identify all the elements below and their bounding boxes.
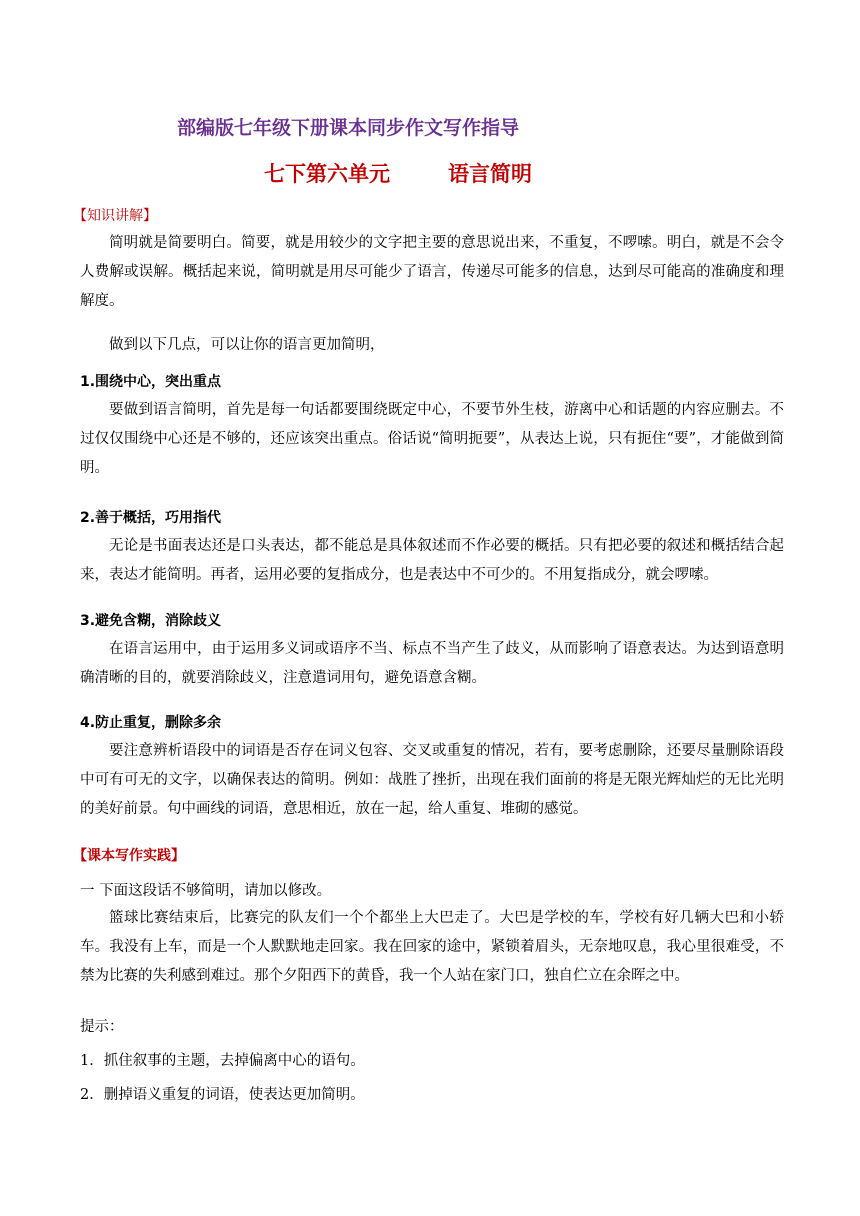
point-heading-3: 3.避免含糊，消除歧义 <box>80 613 222 629</box>
knowledge-intro: 简明就是简要明白。简要，就是用较少的文字把主要的意思说出来，不重复，不啰嗦。明白，就是不会令人费解或误解。概括起来说，简明就是用尽可能少了语言，传递尽可能多的信息，达到尽可能高的准确度和理解度。 <box>80 235 784 309</box>
point-heading-4: 4.防止重复，删除多余 <box>80 715 222 731</box>
point-text-4: 要注意辨析语段中的词语是否存在词义包容、交叉或重复的情况，若有，要考虑删除，还要尽量删除语段中可有可无的文字，以确保表达的简明。例如：战胜了挫折，出现在我们面前的将是无限光辉灿烂的无比光明的美好前景。句中画线的词语，意思相近，放在一起，给人重复、堆砌的感觉。 <box>80 743 784 817</box>
point-heading-2: 2.善于概括，巧用指代 <box>80 510 222 526</box>
practice-passage: 篮球比赛结束后，比赛完的队友们一个个都坐上大巴走了。大巴是学校的车，学校有好几辆大巴和小轿车。我没有上车，而是一个人默默地走回家。我在回家的途中，紧锁着眉头，无奈地叹息，我心里很难受，不禁为比赛的失利感到难过。那个夕阳西下的黄昏，我一个人站在家门口，独自伫立在余晖之中。 <box>80 910 784 984</box>
unit-title <box>264 158 532 188</box>
practice-section-label: 【课本写作实践】 <box>73 848 185 864</box>
hint-label: 提示： <box>80 1019 124 1035</box>
knowledge-section-label: 【知识讲解】 <box>73 208 157 224</box>
hint-item-1: 1．抓住叙事的主题，去掉偏离中心的语句。 <box>80 1053 365 1069</box>
point-text-3: 在语言运用中，由于运用多义词或语序不当、标点不当产生了歧义，从而影响了语意表达。为达到语意明确清晰的目的，就要消除歧义，注意遣词用句，避免语意含糊。 <box>80 641 784 686</box>
point-heading-1: 1.围绕中心，突出重点 <box>80 374 222 390</box>
practice-task: 一 下面这段话不够简明，请加以修改。 <box>80 883 332 899</box>
point-text-1: 要做到语言简明，首先是每一句话都要围绕既定中心，不要节外生枝，游离中心和话题的内容应删去。不过仅仅围绕中心还是不够的，还应该突出重点。俗话说“简明扼要”，从表达上说，只有扼住“要”，才能做到简明。 <box>80 402 784 476</box>
point-text-2: 无论是书面表达还是口头表达，都不能总是具体叙述而不作必要的概括。只有把必要的叙述和概括结合起来，表达才能简明。再者，运用必要的复指成分，也是表达中不可少的。不用复指成分，就会啰嗦。 <box>80 538 784 583</box>
unit-label: 七下第六单元 <box>264 162 390 186</box>
knowledge-lead: 做到以下几点，可以让你的语言更加简明， <box>109 337 385 353</box>
hint-item-2: 2．删掉语义重复的词语，使表达更加简明。 <box>80 1087 365 1103</box>
unit-topic: 语言简明 <box>448 162 532 186</box>
document-title: 部编版七年级下册课本同步作文写作指导 <box>177 117 520 139</box>
